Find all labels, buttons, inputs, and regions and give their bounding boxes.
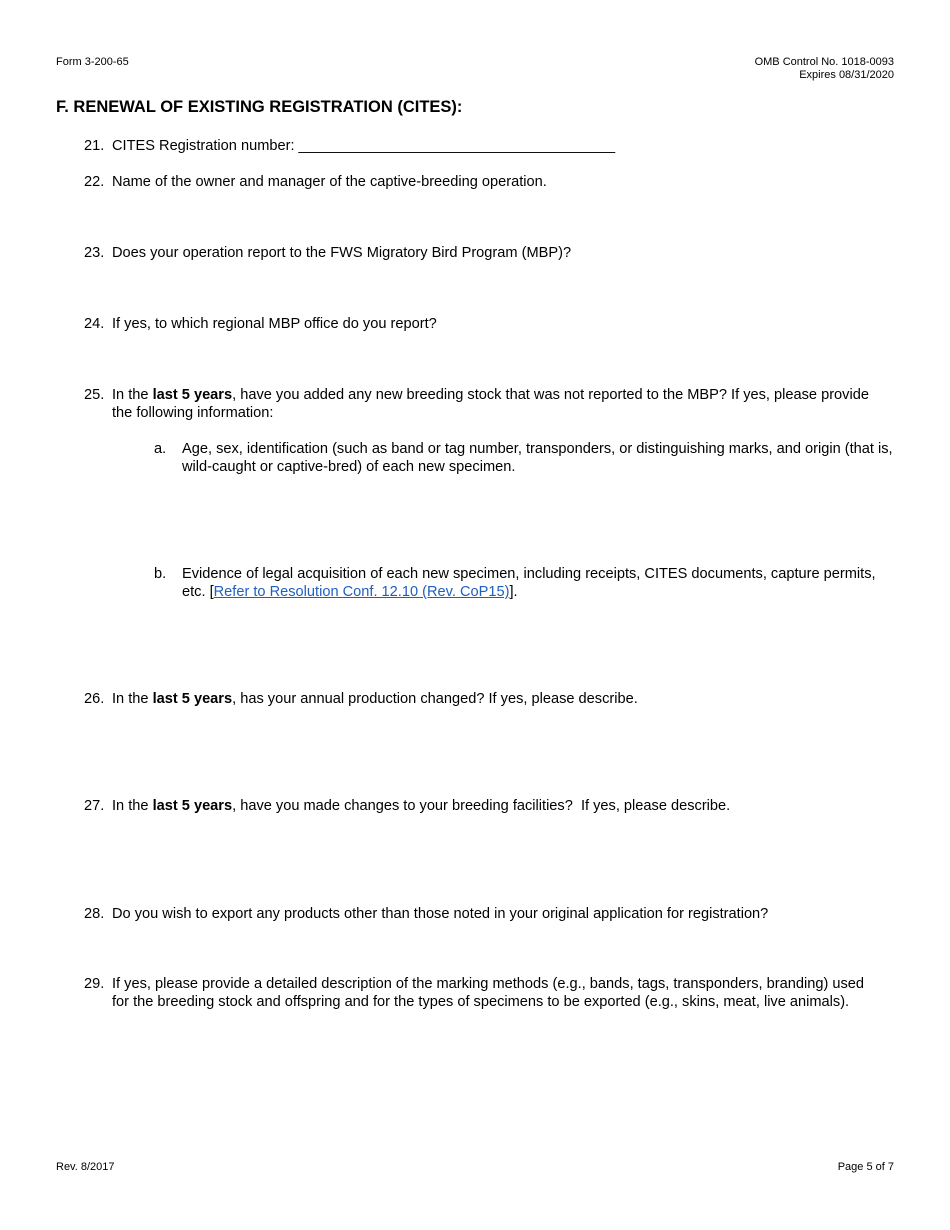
- emphasis-text: last 5 years: [152, 691, 233, 707]
- question-number: 22.: [84, 174, 105, 190]
- question-text: If yes, to which regional MBP office do you report?: [112, 316, 437, 332]
- question-text: Name of the owner and manager of the captive-breeding operation.: [112, 174, 547, 190]
- form-number: Form 3-200-65: [56, 56, 129, 68]
- question-text: In the last 5 years, have you added any new breeding stock that was not reported to the MBP? If yes, please provide the following information:: [112, 387, 869, 421]
- page-number: Page 5 of 7: [837, 1161, 894, 1173]
- question-number: 21.: [84, 138, 105, 154]
- expiration-date: Expires 08/31/2020: [799, 69, 894, 81]
- question-number: 27.: [84, 798, 105, 814]
- question-number: 24.: [84, 316, 105, 332]
- question-number: 23.: [84, 245, 105, 261]
- emphasis-text: last 5 years: [152, 387, 233, 403]
- question-text: CITES Registration number: _______________________________________: [112, 138, 616, 154]
- question-number: 26.: [84, 691, 105, 707]
- question-text: In the last 5 years, have you made changes to your breeding facilities? If yes, please describe.: [112, 798, 731, 814]
- sub-item-text: Age, sex, identification (such as band or tag number, transponders, or distinguishing marks, and origin (that is, wild-caught or captive-bred) of each new specimen.: [182, 441, 893, 475]
- revision-date: Rev. 8/2017: [56, 1161, 115, 1173]
- omb-control-number: OMB Control No. 1018-0093: [754, 56, 894, 68]
- question-number: 28.: [84, 906, 105, 922]
- question-text: Do you wish to export any products other than those noted in your original application for registration?: [112, 906, 769, 922]
- question-text: If yes, please provide a detailed description of the marking methods (e.g., bands, tags, transponders, branding) used for the breeding stock and offspring and for the types of specimens to be exported (e.g., skins, meat, live animals).: [112, 976, 865, 1010]
- sub-item-letter: a.: [154, 441, 167, 457]
- resolution-link[interactable]: Refer to Resolution Conf. 12.10 (Rev. CoP15): [213, 584, 510, 600]
- question-text: In the last 5 years, has your annual production changed? If yes, please describe.: [112, 691, 638, 707]
- question-text: Does your operation report to the FWS Migratory Bird Program (MBP)?: [112, 245, 572, 261]
- emphasis-text: last 5 years: [152, 798, 233, 814]
- section-title: F. RENEWAL OF EXISTING REGISTRATION (CITES):: [56, 98, 463, 116]
- omb-info: [755, 56, 894, 82]
- sub-item-letter: b.: [154, 566, 167, 582]
- sub-item-text: Evidence of legal acquisition of each new specimen, including receipts, CITES documents, capture permits, etc. [Refer to Resolution Conf. 12.10 (Rev. CoP15)].: [182, 566, 876, 600]
- question-number: 25.: [84, 387, 105, 403]
- question-number: 29.: [84, 976, 105, 992]
